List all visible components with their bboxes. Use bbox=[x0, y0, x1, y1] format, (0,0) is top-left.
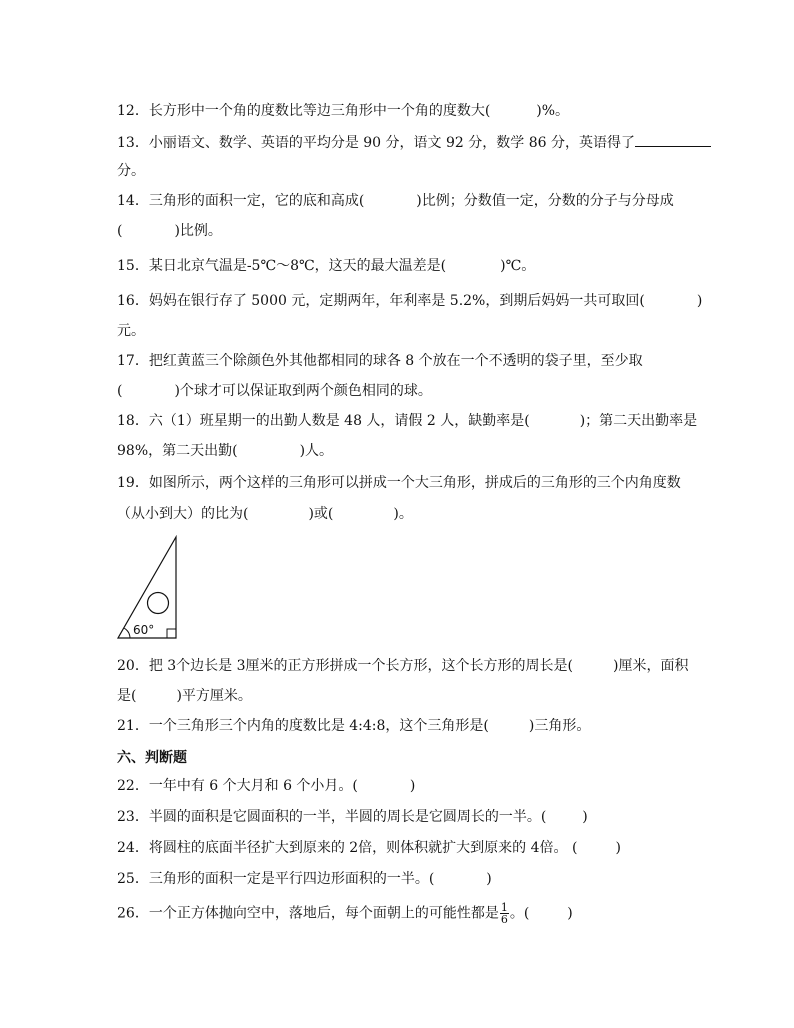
question-20: 20．把 3个边长是 3厘米的正方形拼成一个长方形，这个长方形的周长是( )厘米，面积 bbox=[117, 658, 689, 674]
question-22: 22．一年中有 6 个大月和 6 个小月。( ) bbox=[117, 778, 416, 794]
right-angle-mark bbox=[167, 629, 176, 638]
unknown-angle-circle bbox=[148, 593, 169, 614]
angle-arc bbox=[124, 628, 130, 638]
question-21: 21．一个三角形三个内角的度数比是 4:4:8，这个三角形是( )三角形。 bbox=[117, 718, 591, 734]
question-18: 18．六（1）班星期一的出勤人数是 48 人，请假 2 人，缺勤率是( )；第二天出勤率是 bbox=[117, 413, 698, 429]
section-title-judgment: 六、判断题 bbox=[117, 750, 187, 766]
question-13-cont: 分。 bbox=[117, 163, 145, 179]
question-23: 23．半圆的面积是它圆面积的一半，半圆的周长是它圆周长的一半。( ) bbox=[117, 809, 588, 825]
question-16: 16．妈妈在银行存了 5000 元，定期两年，年利率是 5.2%，到期后妈妈一共可取回( ) bbox=[117, 293, 703, 309]
question-24: 24．将圆柱的底面半径扩大到原来的 2倍，则体积就扩大到原来的 4倍。 ( ) bbox=[117, 840, 621, 856]
question-14-cont: ( )比例。 bbox=[117, 223, 222, 239]
question-19: 19．如图所示，两个这样的三角形可以拼成一个大三角形，拼成后的三角形的三个内角度数 bbox=[117, 475, 681, 491]
question-13: 13．小丽语文、数学、英语的平均分是 90 分，语文 92 分，数学 86 分，英语得了 bbox=[117, 132, 711, 152]
question-18-cont: 98%，第二天出勤( )人。 bbox=[117, 443, 334, 459]
fraction-one-sixth: $\frac{1}{6}$ bbox=[500, 901, 508, 926]
answer-underline bbox=[635, 132, 711, 147]
triangle-figure bbox=[116, 535, 182, 641]
question-20-cont: 是( )平方厘米。 bbox=[117, 688, 252, 704]
question-25: 25．三角形的面积一定是平行四边形面积的一半。( ) bbox=[117, 871, 492, 887]
question-17-cont: ( )个球才可以保证取到两个颜色相同的球。 bbox=[117, 383, 432, 399]
question-26: 26．一个正方体抛向空中，落地后，每个面朝上的可能性都是 $\frac{1}{6}$ 。( ) bbox=[117, 901, 573, 926]
question-17: 17．把红黄蓝三个除颜色外其他都相同的球各 8 个放在一个不透明的袋子里，至少取 bbox=[117, 353, 643, 369]
question-16-cont: 元。 bbox=[117, 323, 145, 339]
question-12: 12．长方形中一个角的度数比等边三角形中一个角的度数大( )%。 bbox=[117, 103, 570, 119]
angle-label: 60° bbox=[133, 623, 155, 637]
question-19-cont: （从小到大）的比为( )或( )。 bbox=[117, 506, 413, 522]
question-15: 15．某日北京气温是-5℃～8℃，这天的最大温差是( )℃。 bbox=[117, 258, 536, 274]
question-14: 14．三角形的面积一定，它的底和高成( )比例；分数值一定，分数的分子与分母成 bbox=[117, 193, 674, 209]
